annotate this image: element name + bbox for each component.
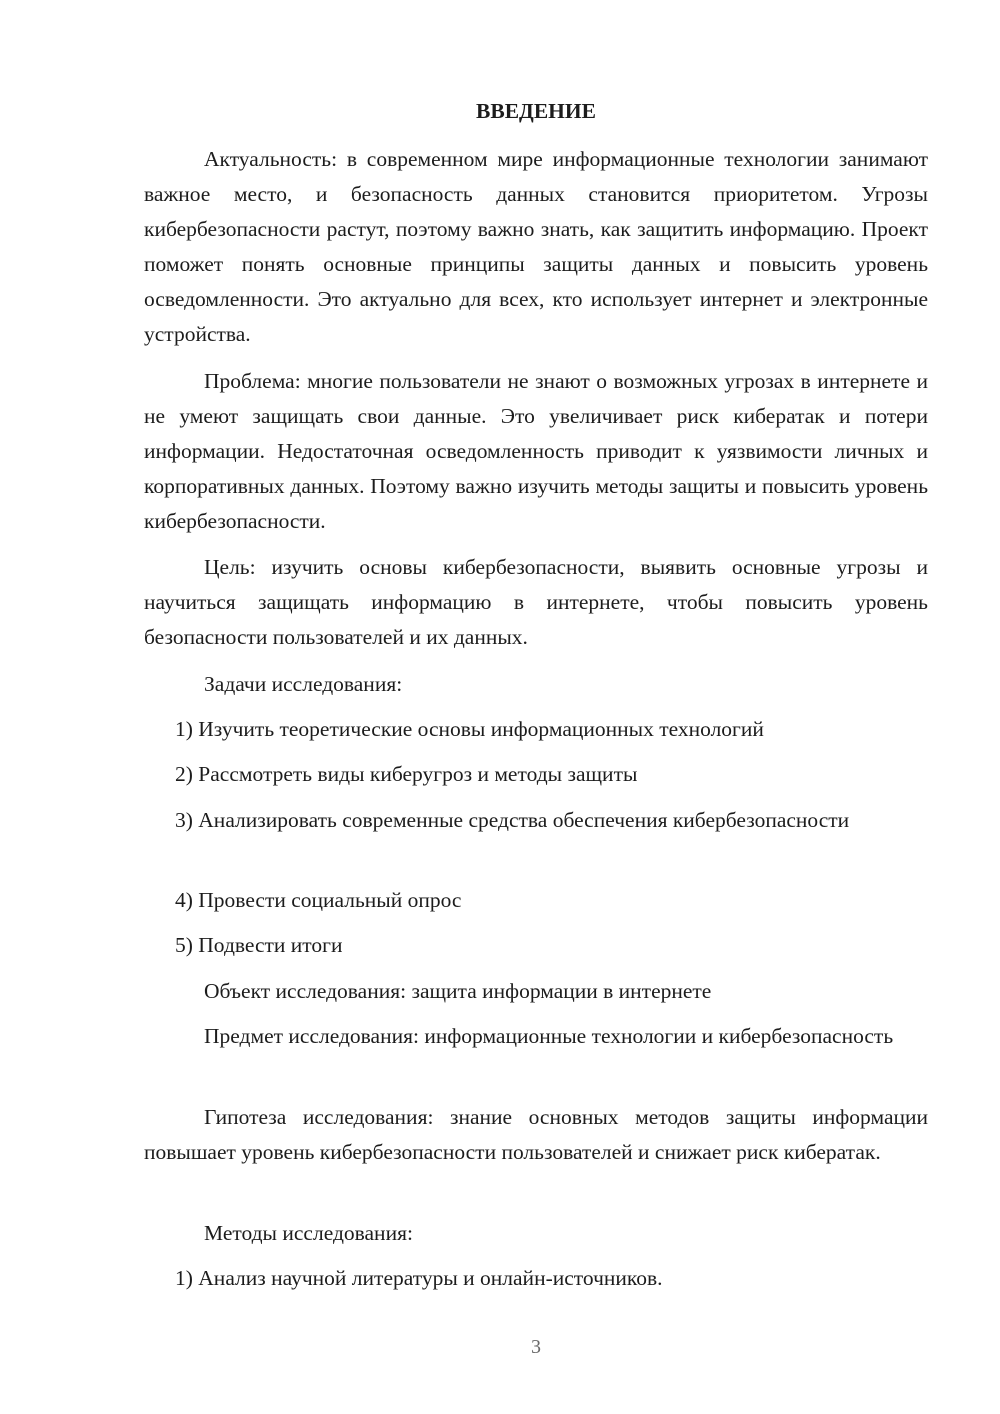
- paragraph-object: Объект исследования: защита информации в интернете: [204, 979, 712, 1003]
- list-item: 4) Провести социальный опрос: [175, 888, 462, 912]
- paragraph-problem: Проблема: многие пользователи не знают о возможных угрозах в интернете и не умеют защищать свои данные. Это увеличивает риск кибератак и потери информации. Недостаточная осведомленность приводит к уязвимости личных и корпоративных данных. Поэтому важно изучить методы защиты и повысить уровень кибербезопасности.: [144, 369, 928, 533]
- paragraph-relevance: Актуальность: в современном мире информационные технологии занимают важное место, и безопасность данных становится приоритетом. Угрозы кибербезопасности растут, поэтому важно знать, как защитить информацию. Проект поможет понять основные принципы защиты данных и повысить уровень осведомленности. Это актуально для всех, кто использует интернет и электронные устройства.: [144, 147, 928, 346]
- paragraph-hypothesis: Гипотеза исследования: знание основных методов защиты информации повышает уровень кибербезопасности пользователей и снижает риск кибератак.: [144, 1105, 928, 1164]
- paragraph-subject: Предмет исследования: информационные технологии и кибербезопасность: [204, 1024, 894, 1048]
- list-item: 5) Подвести итоги: [175, 933, 343, 957]
- list-item: 3) Анализировать современные средства обеспечения кибербезопасности: [175, 808, 850, 832]
- paragraph-tasks-title: Задачи исследования:: [204, 672, 403, 696]
- list-item: 1) Анализ научной литературы и онлайн-источников.: [175, 1266, 663, 1290]
- paragraph-methods-title: Методы исследования:: [204, 1221, 413, 1245]
- list-item: 1) Изучить теоретические основы информационных технологий: [175, 717, 764, 741]
- list-item: 2) Рассмотреть виды киберугроз и методы защиты: [175, 762, 638, 786]
- paragraph-goal: Цель: изучить основы кибербезопасности, выявить основные угрозы и научиться защищать информацию в интернете, чтобы повысить уровень безопасности пользователей и их данных.: [144, 555, 928, 649]
- section-heading: ВВЕДЕНИЕ: [476, 99, 596, 123]
- page-number: 3: [531, 1336, 541, 1358]
